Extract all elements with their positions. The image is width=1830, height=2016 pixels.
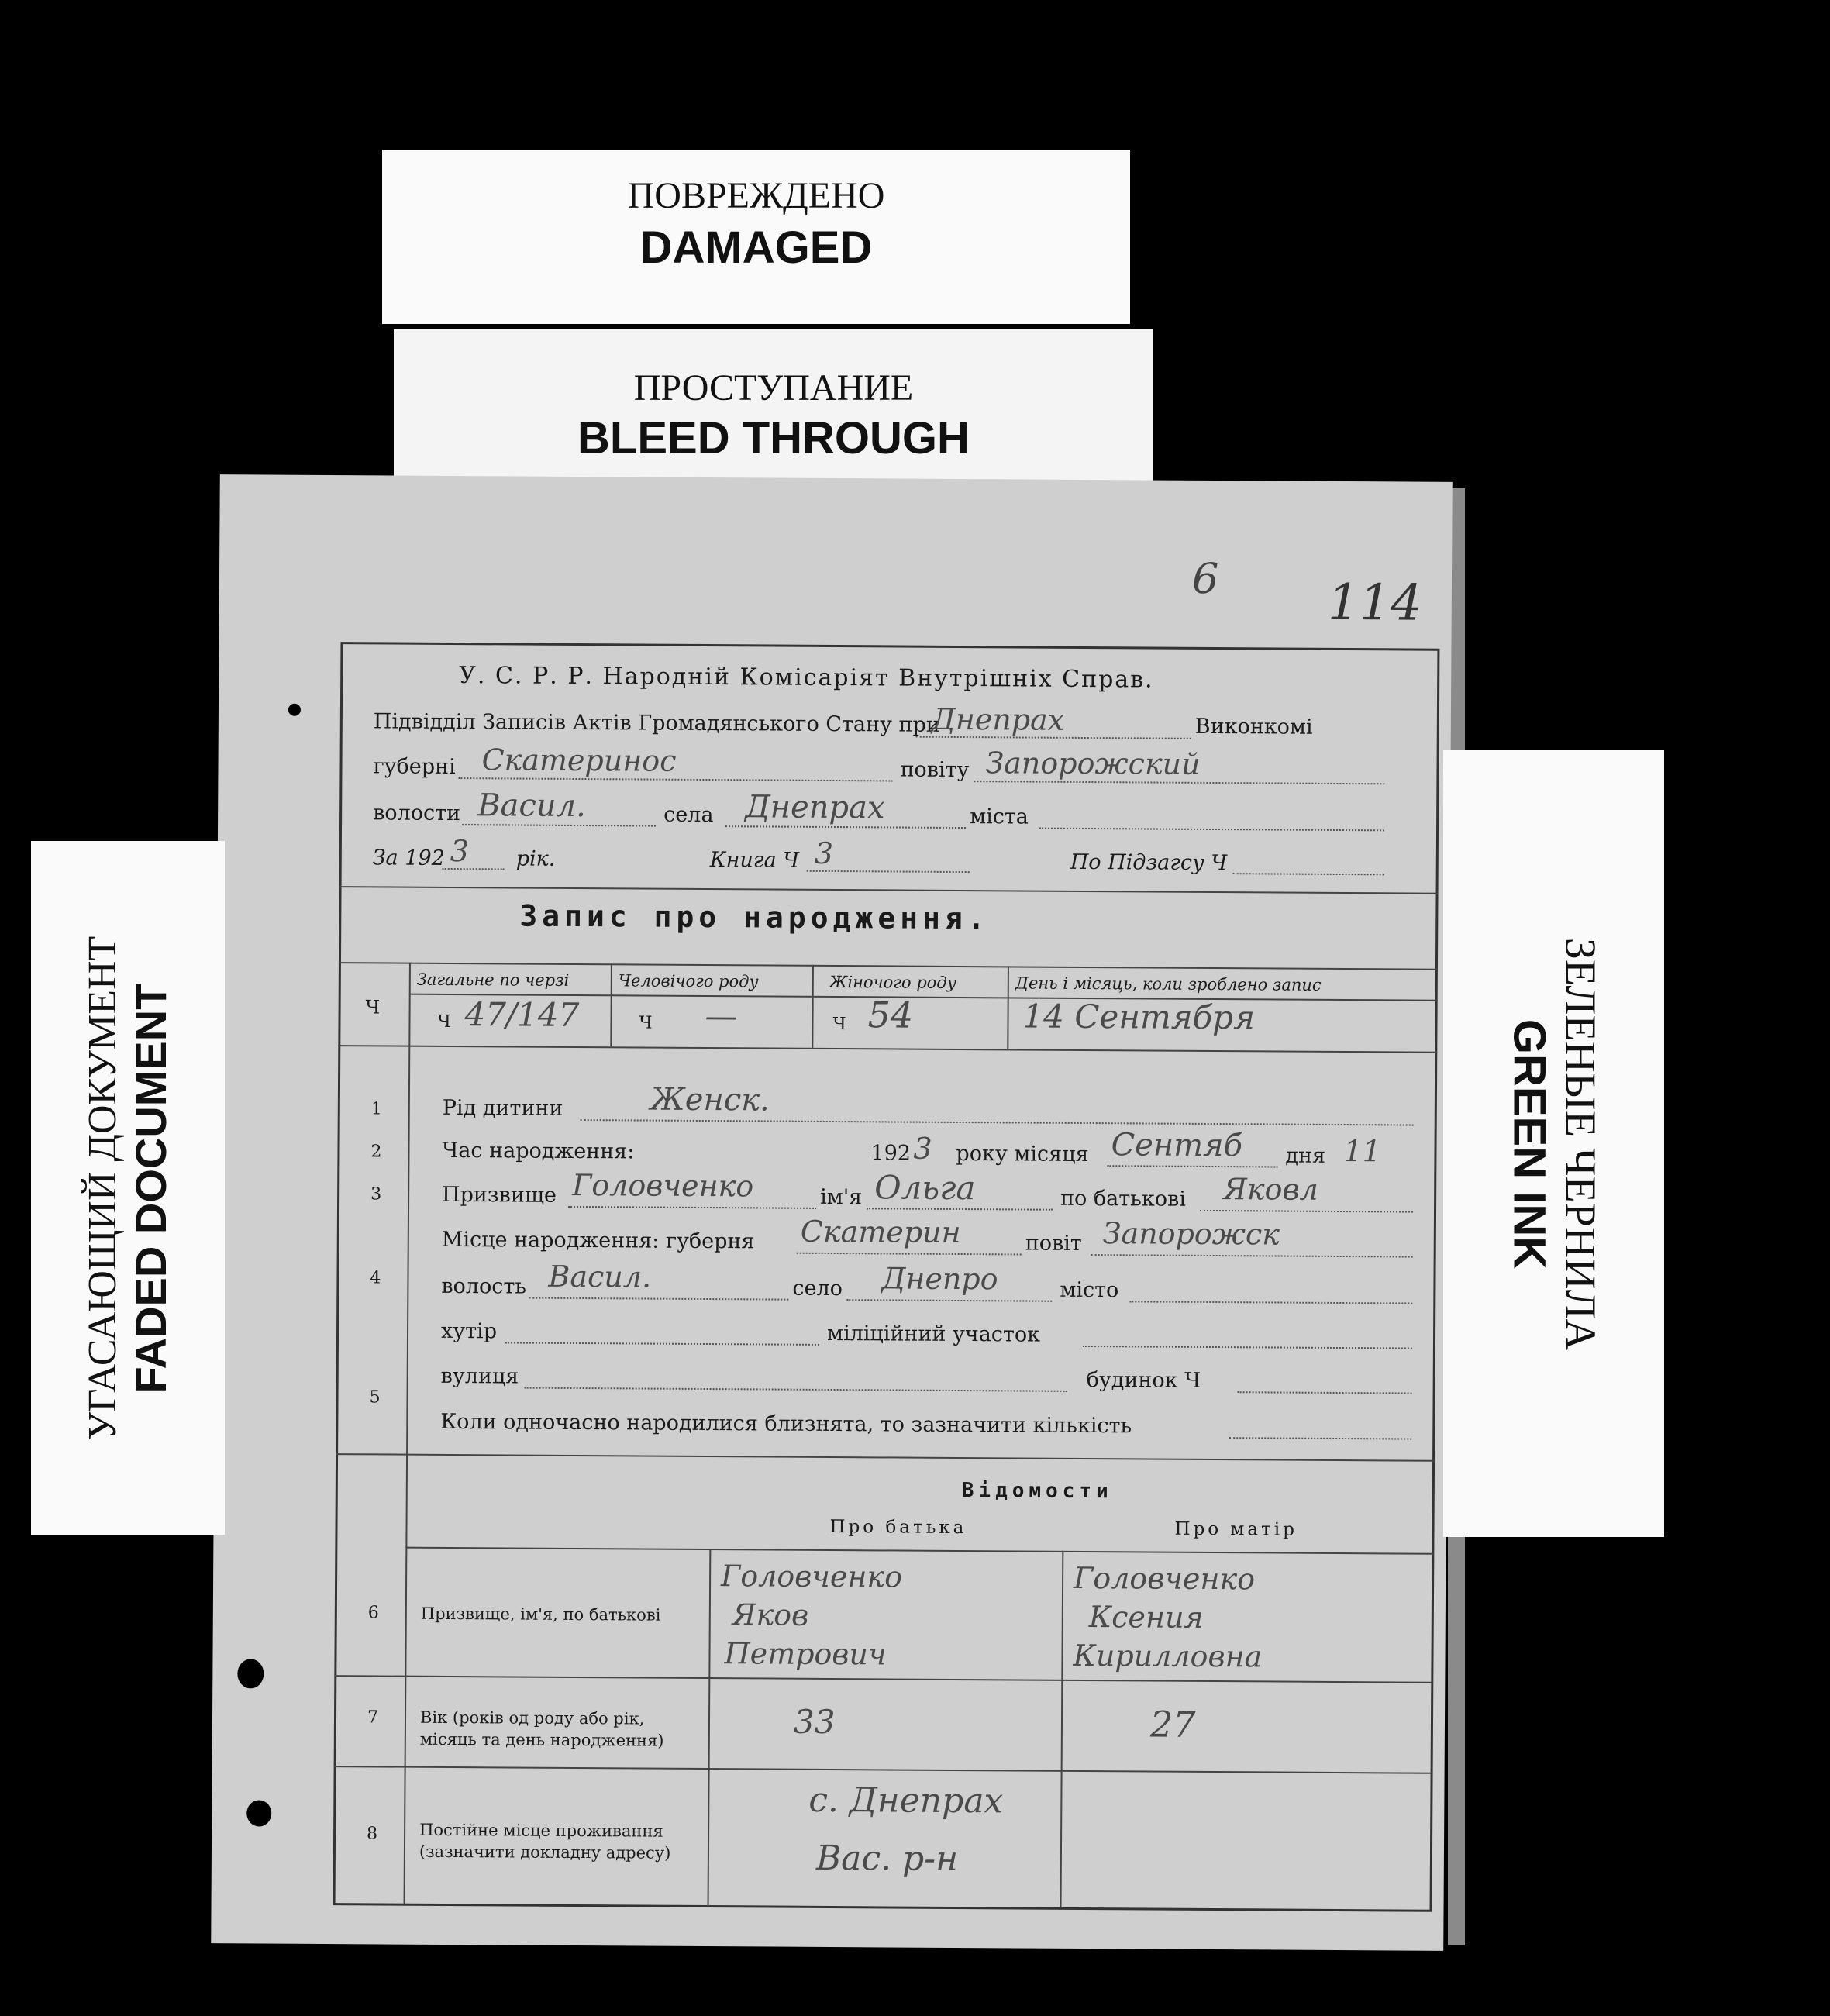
pidzagas-label: По Підзагсу Ч [1070, 849, 1228, 876]
book-value: 3 [814, 836, 834, 871]
binding-hole [246, 1800, 271, 1826]
damaged-label [382, 150, 1130, 324]
page-number-top: 6 [1191, 553, 1219, 604]
house-field [1238, 1365, 1412, 1394]
faded-label-ru: УГАСАЮЩИЙ ДОКУМЕНТ [81, 936, 125, 1440]
mother-patronymic: Кирилловна [1073, 1638, 1263, 1674]
birth-month-value: Сентяб [1111, 1127, 1243, 1164]
residence-line-1: с. Днепрах [808, 1780, 1004, 1821]
count-female-header: Жіночого роду [829, 972, 956, 992]
surname-label: Призвище [442, 1182, 557, 1208]
count-total-value: 47/147 [464, 995, 580, 1035]
misto-field [1039, 801, 1384, 832]
row-number: 6 [367, 1603, 379, 1623]
year-prefix: За 192 [372, 846, 445, 870]
faded-label-en: FADED DOCUMENT [126, 983, 175, 1393]
surname-value: Головченко [572, 1167, 754, 1204]
residence-label-1: Постійне місце проживання [419, 1820, 663, 1841]
age-label-2: місяць та день народження) [419, 1729, 664, 1750]
count-total-header: Загальне по черзі [416, 970, 570, 990]
pidzagas-field [1233, 846, 1384, 875]
father-age: 33 [793, 1702, 836, 1742]
viykonkom-value: Днепрах [931, 701, 1065, 737]
green-label-ru: ЗЕЛЕНЫЕ ЧЕРНИЛА [1556, 937, 1604, 1350]
count-date-header: День і місяць, коли зроблено запис [1015, 974, 1322, 994]
birthplace-povit-label: повіт [1025, 1231, 1082, 1256]
binding-hole [288, 704, 301, 716]
selo-label: села [663, 802, 714, 828]
name-label: ім'я [820, 1184, 863, 1210]
twins-label: Коли одночасно народилися близнята, то зазначити кількість [440, 1409, 1132, 1439]
gubernia-label: губерні [373, 754, 456, 780]
volost-label: волости [373, 801, 461, 826]
count-male-value: — [705, 996, 738, 1036]
child-selo-label: село [792, 1276, 843, 1301]
record-title: Запис про народження. [519, 898, 990, 936]
child-volost-value: Васил. [548, 1259, 652, 1294]
count-female-value: 54 [867, 994, 914, 1036]
militia-field [1083, 1319, 1412, 1349]
selo-value: Днепрах [745, 789, 885, 826]
twins-field [1229, 1411, 1411, 1439]
bleed-label-ru: ПРОСТУПАНИЕ [633, 367, 914, 408]
bleed-through-label [394, 329, 1153, 488]
binding-hole [237, 1659, 264, 1688]
faded-document-label [31, 841, 225, 1535]
year-value: 3 [450, 833, 470, 869]
gubernia-value: Скатеринос [481, 743, 677, 778]
birth-record-page [211, 474, 1453, 1951]
child-selo-value: Днепро [881, 1261, 998, 1297]
povit-value: Запорожский [985, 746, 1201, 781]
povit-label: повіту [900, 757, 970, 783]
damaged-label-en: DAMAGED [639, 222, 873, 273]
row-number: 5 [369, 1387, 381, 1408]
book-label: Книга Ч [709, 848, 800, 873]
row-number: 2 [370, 1142, 382, 1162]
patronymic-label: по батькові [1060, 1186, 1187, 1211]
birth-day-value: 11 [1343, 1134, 1381, 1169]
street-field [525, 1361, 1067, 1392]
header-line-1: У. С. Р. Р. Народній Комісаріят Внутрішніх Справ. [459, 662, 1154, 694]
residence-label-2: (зазначити докладну адресу) [419, 1842, 671, 1863]
residence-line-2: Вас. р-н [815, 1838, 959, 1880]
header-line-2-suffix: Виконкомі [1194, 714, 1313, 739]
birth-year-prefix: 192 [870, 1141, 912, 1166]
father-column-header: Про батька [829, 1516, 967, 1539]
row-number: 4 [370, 1268, 381, 1288]
mother-surname: Головченко [1073, 1560, 1256, 1597]
year-suffix: рік. [515, 846, 556, 871]
count-date-value: 14 Сентября [1022, 997, 1256, 1037]
child-misto-field [1129, 1274, 1412, 1304]
birthplace-label: Місце народження: губерня [441, 1227, 755, 1254]
birthplace-gub-value: Скатерин [800, 1214, 961, 1250]
father-patronymic: Петрович [724, 1636, 887, 1672]
child-sex-value: Женск. [650, 1081, 770, 1118]
parents-section-title: Відомости [961, 1479, 1113, 1504]
count-total-prefix: Ч [437, 1011, 451, 1032]
green-ink-label [1443, 750, 1664, 1537]
birth-year-value: 3 [913, 1131, 932, 1166]
mother-column-header: Про матір [1174, 1518, 1298, 1540]
volost-value: Васил. [477, 787, 586, 825]
house-label: будинок Ч [1086, 1368, 1201, 1393]
patronymic-value: Яковл [1223, 1172, 1318, 1207]
header-line-2-prefix: Підвідділ Записів Актів Громадянського Стану при [373, 709, 940, 737]
child-misto-label: місто [1060, 1277, 1119, 1303]
father-surname: Головченко [721, 1559, 903, 1594]
birth-day-label: дня [1285, 1143, 1326, 1168]
row-number: 8 [367, 1824, 378, 1844]
damaged-label-ru: ПОВРЕЖДЕНО [627, 175, 885, 216]
count-male-prefix: Ч [639, 1013, 653, 1033]
count-ch-header: Ч [365, 996, 381, 1018]
father-name: Яков [732, 1597, 809, 1632]
count-female-prefix: Ч [832, 1015, 846, 1035]
child-sex-label: Рід дитини [442, 1095, 563, 1121]
birthplace-povit-value: Запорожск [1102, 1216, 1280, 1252]
misto-label: міста [970, 805, 1029, 829]
birth-time-label: Час народження: [442, 1138, 635, 1164]
khutir-label: хутір [440, 1318, 498, 1344]
row-number: 7 [367, 1708, 379, 1728]
bleed-label-en: BLEED THROUGH [577, 413, 970, 464]
mother-age: 27 [1149, 1703, 1196, 1745]
birth-month-label: року місяця [956, 1141, 1089, 1167]
child-volost-label: волость [441, 1273, 527, 1299]
age-label-1: Вік (років од роду або рік, [419, 1708, 645, 1728]
count-male-header: Человічого роду [618, 971, 759, 991]
street-label: вулиця [440, 1363, 519, 1389]
row-number: 1 [370, 1099, 382, 1119]
sheet-number: 114 [1327, 574, 1423, 632]
row-number: 3 [370, 1184, 382, 1204]
mother-name: Ксения [1088, 1600, 1204, 1635]
name-value: Ольга [874, 1168, 976, 1208]
militia-label: міліційний участок [826, 1321, 1041, 1347]
parent-name-label: Призвище, ім'я, по батькові [420, 1604, 661, 1625]
khutir-field [505, 1315, 819, 1345]
green-label-en: GREEN INK [1504, 1018, 1554, 1269]
